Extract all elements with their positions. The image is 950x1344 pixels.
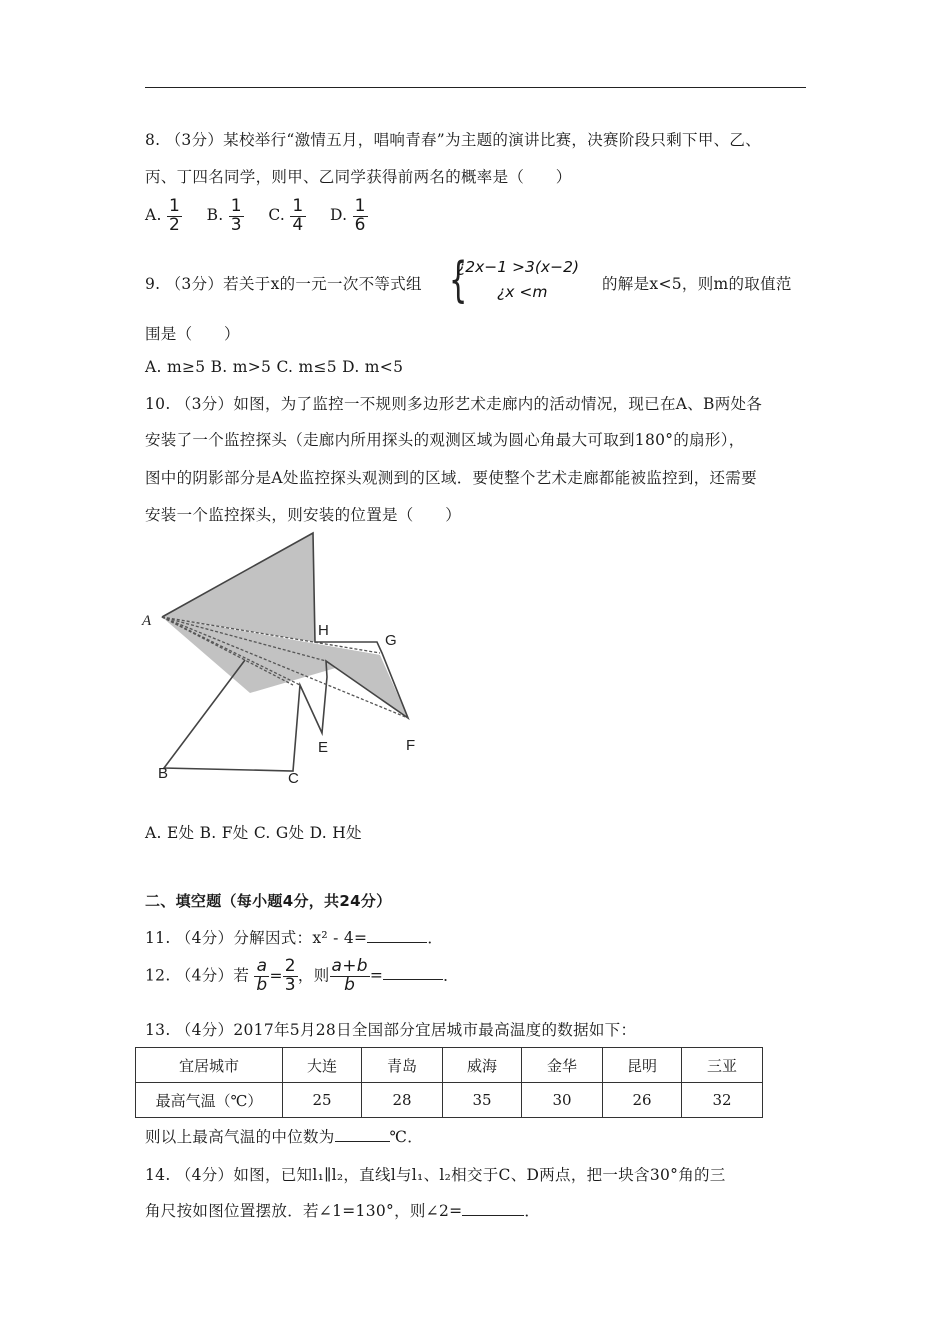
table-cell: 金华 bbox=[522, 1048, 603, 1083]
table-cell: 青岛 bbox=[362, 1048, 443, 1083]
q9-system-line1: ¿2x−1 >3(x−2) bbox=[457, 258, 580, 276]
figure-label-e: E bbox=[318, 739, 329, 756]
q8-option-b: B. $\frac{1}{3}$ bbox=[206, 196, 242, 235]
table-cell: 35 bbox=[443, 1083, 522, 1118]
q8-option-c: C. $\frac{1}{4}$ bbox=[268, 196, 304, 235]
table-header-row bbox=[136, 1048, 763, 1083]
q9-system-line2: ¿x <m bbox=[497, 283, 548, 301]
figure-label-b: B bbox=[158, 765, 169, 782]
q8-line2: 丙、丁四名同学，则甲、乙同学获得前两名的概率是（ ） bbox=[145, 168, 572, 186]
q10-line2: 安装了一个监控探头（走廊内所用探头的观测区域为圆心角最大可取到180°的扇形）， bbox=[145, 431, 745, 449]
q8-options bbox=[145, 198, 368, 235]
table-cell: 28 bbox=[362, 1083, 443, 1118]
q12-prefix: 12. （4分）若 bbox=[145, 966, 250, 985]
q12-fraction-ab: $\frac{a}{b}$ bbox=[256, 956, 268, 995]
q8-option-d: D. $\frac{1}{6}$ bbox=[329, 196, 366, 235]
q11 bbox=[145, 926, 443, 948]
q11-blank bbox=[367, 942, 427, 943]
q14-line2: 角尺按如图位置摆放．若∠1=130°，则∠2= ． bbox=[145, 1202, 541, 1220]
table-row bbox=[136, 1083, 763, 1118]
figure-label-g: G bbox=[385, 632, 397, 649]
q14-blank bbox=[462, 1215, 524, 1216]
q13-blank bbox=[335, 1141, 390, 1142]
q10-line4: 安装一个监控探头，则安装的位置是（ ） bbox=[145, 506, 462, 524]
q9-suffix: 的解是x<5，则m的取值范 bbox=[602, 275, 792, 293]
q11-end: ． bbox=[427, 929, 444, 947]
q12-fraction-23: $\frac{2}{3}$ bbox=[284, 956, 296, 995]
table-cell: 大连 bbox=[283, 1048, 362, 1083]
section2-title: 二、填空题（每小题4分，共24分） bbox=[145, 892, 392, 910]
q9-line2: 围是（ ） bbox=[145, 325, 240, 343]
table-cell: 最高气温（℃） bbox=[136, 1083, 283, 1118]
gallery-figure bbox=[130, 525, 430, 795]
table-cell: 26 bbox=[603, 1083, 682, 1118]
table-cell: 三亚 bbox=[682, 1048, 763, 1083]
q10-line3: 图中的阴影部分是A处监控探头观测到的区域．要使整个艺术走廊都能被监控到，还需要 bbox=[145, 469, 757, 487]
table-cell: 昆明 bbox=[603, 1048, 682, 1083]
q10-options: A. E处 B. F处 C. G处 D. H处 bbox=[145, 824, 362, 842]
q9-brace: { bbox=[449, 252, 468, 308]
q9-options: A. m≥5 B. m>5 C. m≤5 D. m<5 bbox=[145, 358, 404, 376]
q11-text: 11. （4分）分解因式：x² - 4= bbox=[145, 929, 368, 947]
table-cell: 威海 bbox=[443, 1048, 522, 1083]
figure-label-f: F bbox=[406, 737, 416, 754]
figure-label-a: A bbox=[142, 613, 152, 629]
q8-line1: 8. （3分）某校举行“激情五月，唱响青春”为主题的演讲比赛，决赛阶段只剩下甲、乙、 bbox=[145, 131, 762, 149]
table-cell: 宜居城市 bbox=[136, 1048, 283, 1083]
q9-prefix: 9. （3分）若关于x的一元一次不等式组 bbox=[145, 275, 422, 293]
q12-fraction-apb: $\frac{a+b}{b}$ bbox=[331, 956, 368, 995]
q12-blank bbox=[383, 979, 443, 980]
q8-option-a: A. $\frac{1}{2}$ bbox=[145, 196, 181, 235]
table-cell: 32 bbox=[682, 1083, 763, 1118]
table-cell: 25 bbox=[283, 1083, 362, 1118]
q13-after: 则以上最高气温的中位数为 ℃． bbox=[145, 1128, 424, 1146]
table-cell: 30 bbox=[522, 1083, 603, 1118]
q10-line1: 10. （3分）如图，为了监控一不规则多边形艺术走廊内的活动情况，现已在A、B两处各 bbox=[145, 395, 763, 413]
q13-text: 13. （4分）2017年5月28日全国部分宜居城市最高温度的数据如下： bbox=[145, 1021, 637, 1039]
q12: 12. （4分）若 $\frac{a}{b}$ = $\frac{2}{3}$ ，则 $\frac{a+b}{b}$ = ． bbox=[145, 956, 459, 995]
header-rule bbox=[145, 87, 806, 88]
temperature-table bbox=[135, 1047, 763, 1118]
figure-label-c: C bbox=[288, 770, 299, 787]
figure-label-h: H bbox=[318, 622, 329, 639]
q14-line1: 14. （4分）如图，已知l₁∥l₂，直线l与l₁、l₂相交于C、D两点，把一块含30°角的三 bbox=[145, 1166, 726, 1184]
